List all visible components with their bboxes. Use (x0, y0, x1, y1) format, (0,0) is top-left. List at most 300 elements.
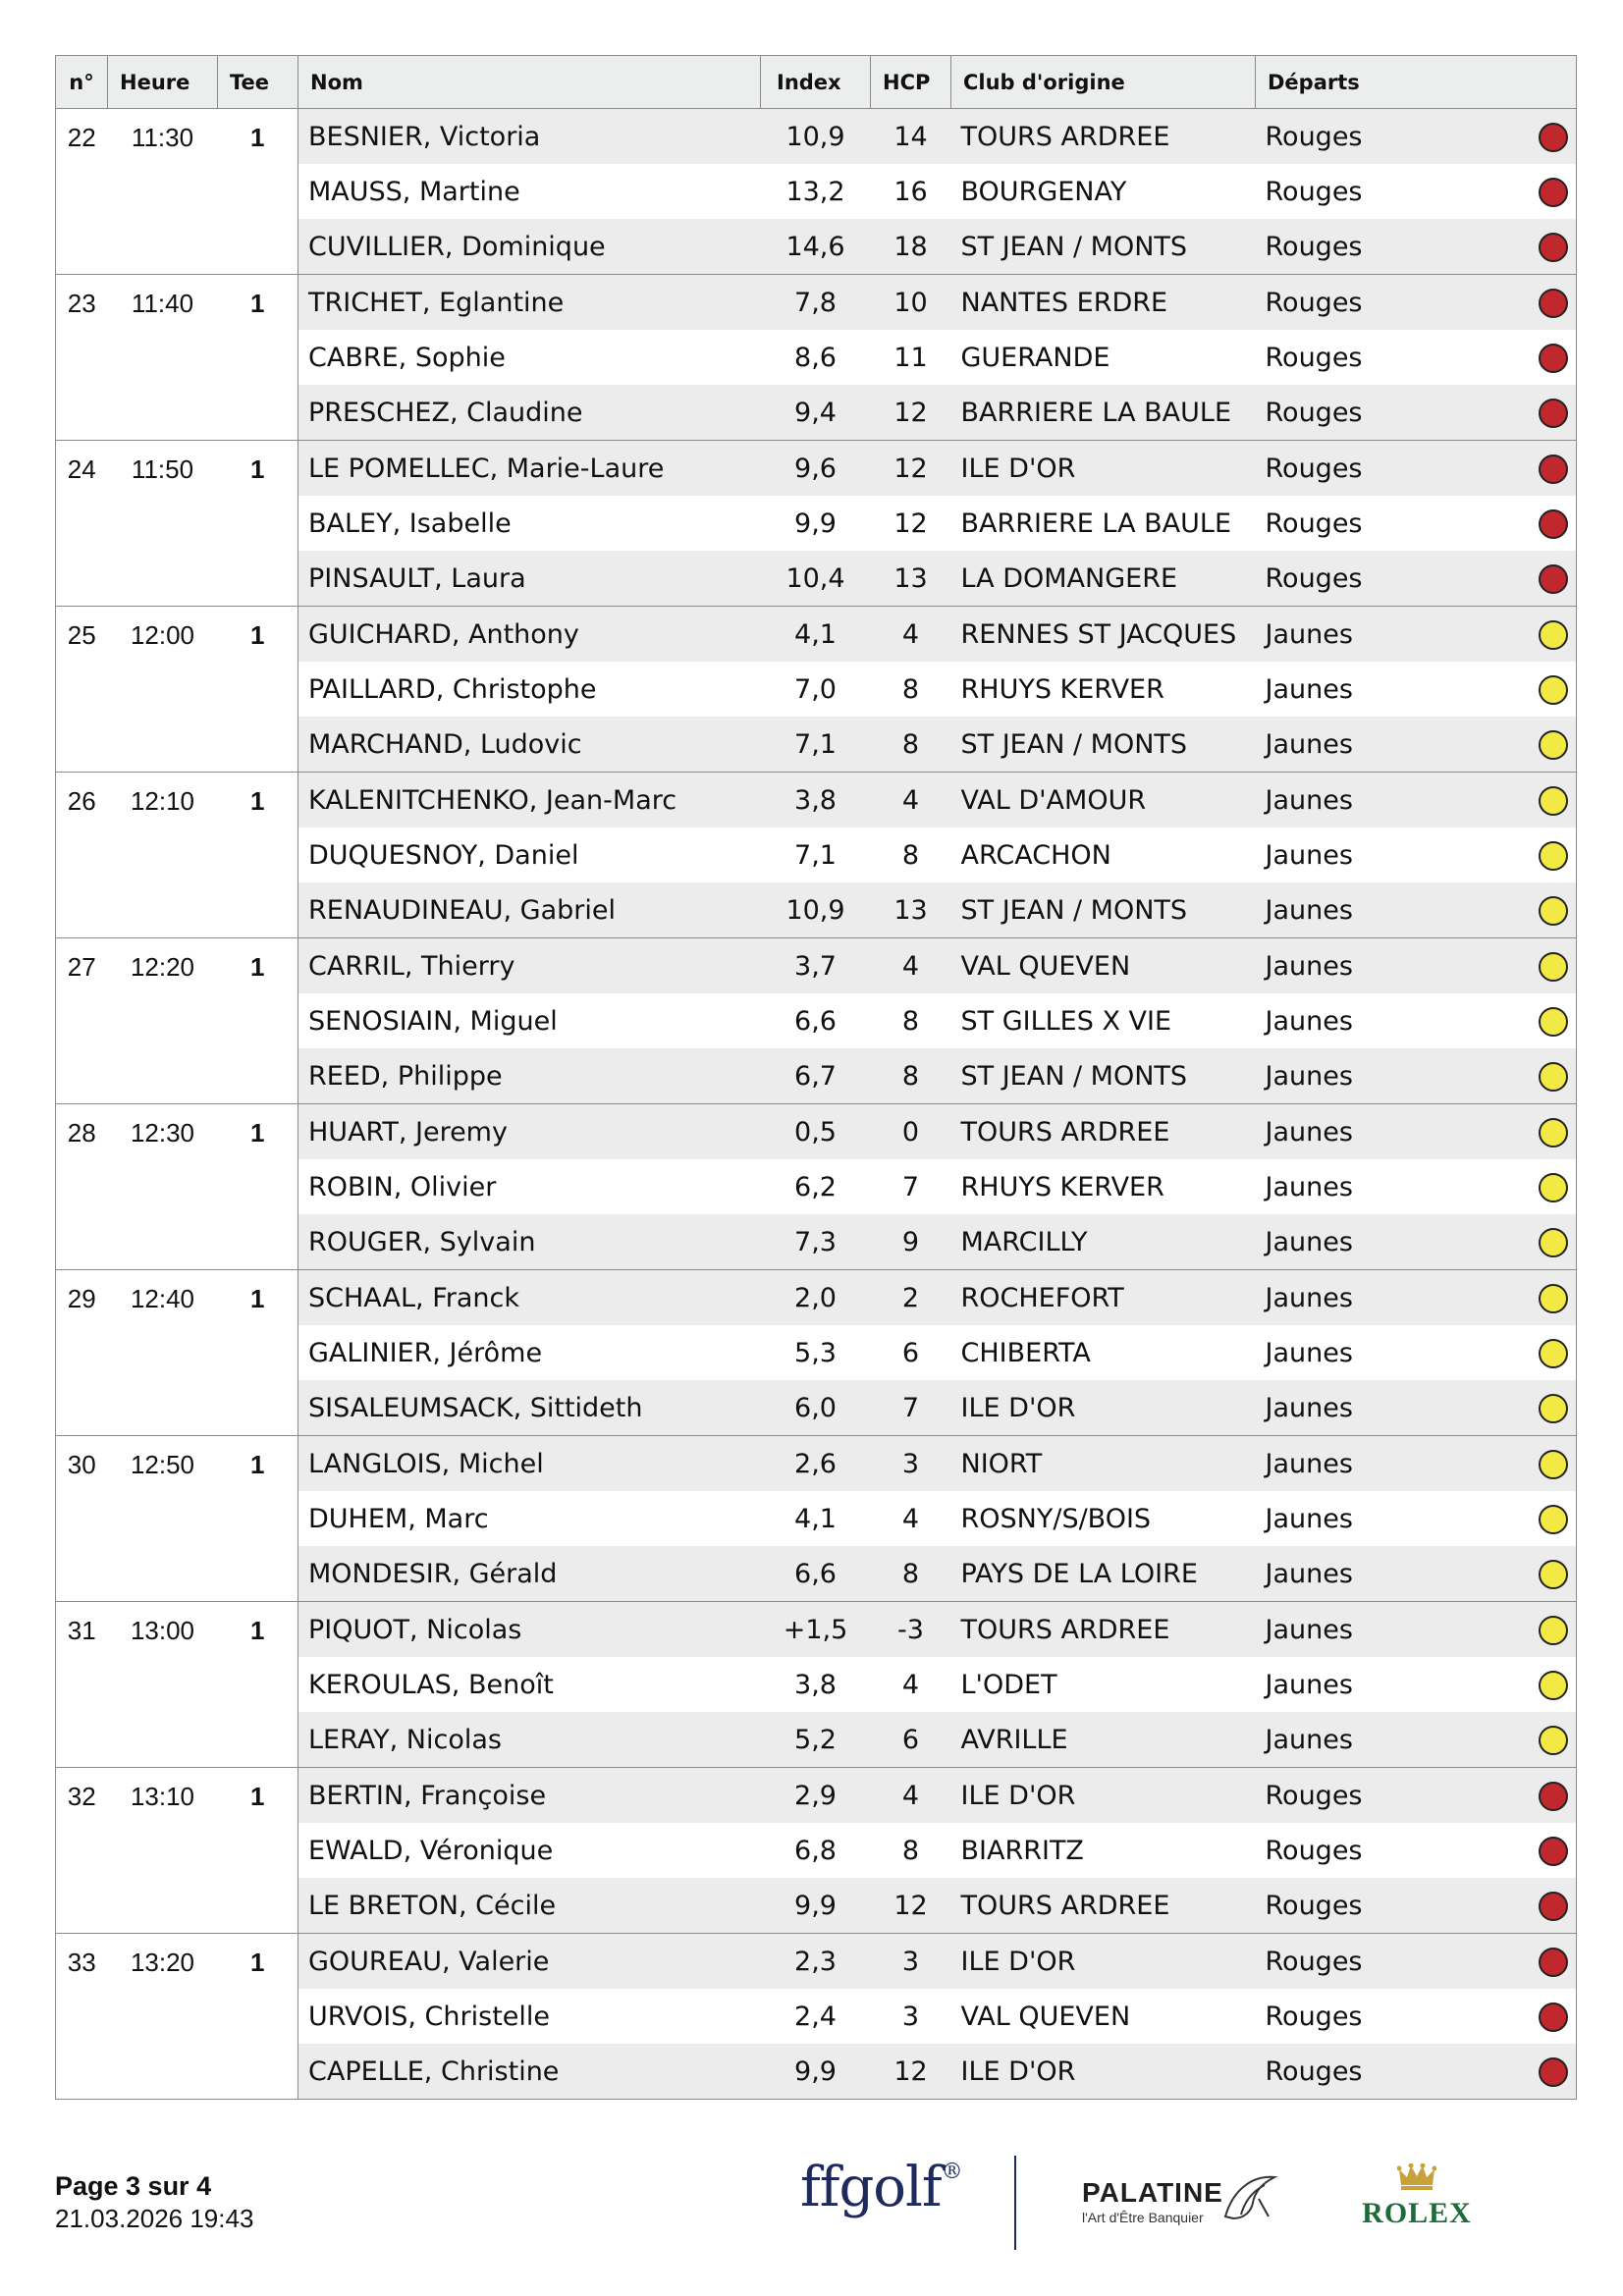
player-index: 7,0 (794, 673, 837, 705)
player-row (56, 1104, 1577, 1160)
tee-number: 1 (218, 607, 298, 773)
depart-marker-cell (1506, 1546, 1577, 1602)
group-number: 33 (56, 1934, 108, 2100)
player-club: TOURS ARDREE (951, 1104, 1256, 1160)
palatine-wordmark: PALATINE (1082, 2177, 1223, 2208)
player-index: 4,1 (761, 607, 871, 663)
player-row (56, 773, 1577, 828)
tee-marker-icon (1539, 1837, 1568, 1866)
player-row (56, 109, 1577, 165)
start-list-table (55, 55, 1577, 2100)
player-index: 9,6 (761, 441, 871, 497)
player-depart: Jaunes (1256, 1712, 1506, 1768)
col-header-index: Index (761, 56, 871, 109)
tee-time: 12:30 (108, 1104, 218, 1270)
tee-marker-icon (1539, 1062, 1568, 1092)
player-hcp: 0 (871, 1104, 951, 1160)
player-row (56, 1270, 1577, 1326)
player-name: ROBIN, Olivier (308, 1171, 497, 1202)
player-hcp: 10 (871, 275, 951, 331)
player-row (56, 1934, 1577, 1990)
tee-time: 12:00 (108, 607, 218, 773)
depart-marker-cell (1506, 938, 1577, 994)
depart-marker-cell (1506, 330, 1577, 385)
player-hcp: 3 (871, 1934, 951, 1990)
player-depart: Jaunes (1256, 1214, 1506, 1270)
player-hcp: 7 (901, 1171, 920, 1202)
player-index: 6,2 (794, 1171, 837, 1202)
depart-marker-cell (1506, 1325, 1577, 1380)
player-name: EWALD, Véronique (308, 1835, 554, 1866)
tee-number: 1 (218, 109, 298, 275)
player-hcp: 4 (871, 773, 951, 828)
page-footer (55, 2171, 253, 2234)
player-depart: Rouges (1265, 507, 1363, 539)
tee-time: 11:50 (108, 441, 218, 607)
player-name: GUICHARD, Anthony (298, 607, 761, 663)
player-club: BIARRITZ (960, 1835, 1084, 1866)
tee-marker-icon (1539, 344, 1568, 373)
depart-marker-cell (1506, 993, 1577, 1048)
player-depart: Rouges (1265, 1835, 1363, 1866)
player-hcp: 16 (893, 176, 928, 207)
tee-time: 13:00 (108, 1602, 218, 1768)
player-index: 2,6 (761, 1436, 871, 1492)
player-depart: Jaunes (1256, 1602, 1506, 1658)
col-header-nom: Nom (298, 56, 761, 109)
tee-number: 1 (218, 1270, 298, 1436)
player-index: 6,6 (794, 1005, 837, 1037)
player-club: LA DOMANGERE (951, 551, 1256, 607)
depart-marker-cell (1506, 1214, 1577, 1270)
player-depart: Jaunes (1265, 1005, 1353, 1037)
player-name: MAUSS, Martine (308, 176, 520, 207)
player-hcp: 8 (901, 839, 920, 871)
depart-marker-cell (1506, 1270, 1577, 1326)
player-depart: Jaunes (1256, 717, 1506, 773)
player-hcp: 4 (871, 938, 951, 994)
player-index: 2,3 (761, 1934, 871, 1990)
depart-marker-cell (1506, 1436, 1577, 1492)
player-index: 5,3 (794, 1337, 837, 1368)
tee-marker-icon (1539, 1948, 1568, 1977)
player-index: 2,4 (794, 2001, 837, 2032)
player-depart: Jaunes (1265, 1337, 1353, 1368)
player-row (56, 1436, 1577, 1492)
player-name: DUQUESNOY, Daniel (308, 839, 579, 871)
player-name: REED, Philippe (298, 1048, 761, 1104)
player-club: ROSNY/S/BOIS (960, 1503, 1152, 1534)
tee-marker-icon (1539, 841, 1568, 871)
player-index: 3,8 (761, 773, 871, 828)
tee-marker-icon (1539, 1173, 1568, 1202)
tee-time: 13:20 (108, 1934, 218, 2100)
player-index: 6,7 (761, 1048, 871, 1104)
player-index: 9,9 (794, 507, 837, 539)
player-hcp: 13 (871, 551, 951, 607)
player-depart: Jaunes (1256, 1270, 1506, 1326)
player-name: BALEY, Isabelle (308, 507, 512, 539)
player-index: 9,9 (761, 1878, 871, 1934)
player-name: HUART, Jeremy (298, 1104, 761, 1160)
player-depart: Jaunes (1265, 673, 1353, 705)
player-row (56, 441, 1577, 497)
palatine-logo (1082, 2177, 1223, 2225)
player-index: 7,3 (761, 1214, 871, 1270)
depart-marker-cell (1506, 1104, 1577, 1160)
player-hcp: 8 (901, 1005, 920, 1037)
depart-marker-cell (1506, 496, 1577, 551)
player-name: PINSAULT, Laura (298, 551, 761, 607)
player-depart: Rouges (1256, 1934, 1506, 1990)
player-hcp: 8 (901, 673, 920, 705)
player-club: TOURS ARDREE (951, 1878, 1256, 1934)
tee-number: 1 (218, 441, 298, 607)
start-list-body (56, 109, 1577, 2100)
depart-marker-cell (1506, 1934, 1577, 1990)
player-hcp: 6 (871, 1712, 951, 1768)
tee-number: 1 (218, 1768, 298, 1934)
player-depart: Rouges (1256, 275, 1506, 331)
player-name: BESNIER, Victoria (298, 109, 761, 165)
print-timestamp: 21.03.2026 19:43 (55, 2204, 254, 2233)
group-number: 24 (56, 441, 108, 607)
tee-marker-icon (1539, 289, 1568, 318)
tee-marker-icon (1539, 1505, 1568, 1534)
player-index: 7,8 (761, 275, 871, 331)
group-number: 25 (56, 607, 108, 773)
player-hcp: 12 (871, 1878, 951, 1934)
player-name: PAILLARD, Christophe (308, 673, 597, 705)
depart-marker-cell (1506, 1712, 1577, 1768)
tee-number: 1 (218, 773, 298, 938)
tee-marker-icon (1539, 1616, 1568, 1645)
player-name: CUVILLIER, Dominique (298, 219, 761, 275)
player-club: BARRIERE LA BAULE (960, 507, 1232, 539)
player-name: KEROULAS, Benoît (308, 1669, 554, 1700)
player-name: RENAUDINEAU, Gabriel (298, 882, 761, 938)
palatine-tagline: l'Art d'Être Banquier (1082, 2210, 1204, 2225)
depart-marker-cell (1506, 1602, 1577, 1658)
player-club: GUERANDE (960, 342, 1110, 373)
tee-marker-icon (1539, 564, 1568, 594)
tee-marker-icon (1539, 1394, 1568, 1423)
depart-marker-cell (1506, 1159, 1577, 1214)
tee-marker-icon (1539, 1726, 1568, 1755)
tee-number: 1 (218, 275, 298, 441)
page-number: Page 3 sur 4 (55, 2171, 212, 2201)
tee-marker-icon (1539, 730, 1568, 760)
player-index: 9,4 (761, 385, 871, 441)
player-name: SISALEUMSACK, Sittideth (298, 1380, 761, 1436)
tee-marker-icon (1539, 675, 1568, 705)
player-club: TOURS ARDREE (951, 1602, 1256, 1658)
player-name: PRESCHEZ, Claudine (298, 385, 761, 441)
player-club: ILE D'OR (951, 441, 1256, 497)
depart-marker-cell (1506, 275, 1577, 331)
tee-time: 11:30 (108, 109, 218, 275)
depart-marker-cell (1506, 828, 1577, 882)
player-depart: Jaunes (1256, 938, 1506, 994)
crown-icon (1397, 2163, 1436, 2191)
player-club: ST JEAN / MONTS (951, 219, 1256, 275)
player-club: ST JEAN / MONTS (951, 1048, 1256, 1104)
player-name: SENOSIAIN, Miguel (308, 1005, 558, 1037)
player-depart: Rouges (1256, 551, 1506, 607)
col-header-departs: Départs (1256, 56, 1577, 109)
tee-number: 1 (218, 938, 298, 1104)
player-name: BERTIN, Françoise (298, 1768, 761, 1824)
tee-marker-icon (1539, 123, 1568, 152)
player-hcp: 8 (871, 1546, 951, 1602)
player-name: CABRE, Sophie (308, 342, 506, 373)
player-hcp: 11 (893, 342, 928, 373)
group-number: 22 (56, 109, 108, 275)
player-depart: Jaunes (1256, 1048, 1506, 1104)
player-club: CHIBERTA (960, 1337, 1091, 1368)
player-depart: Rouges (1256, 109, 1506, 165)
player-club: ILE D'OR (951, 1380, 1256, 1436)
tee-marker-icon (1539, 1339, 1568, 1368)
tee-time: 12:10 (108, 773, 218, 938)
player-row (56, 1768, 1577, 1824)
group-number: 31 (56, 1602, 108, 1768)
player-depart: Rouges (1256, 2044, 1506, 2100)
tee-number: 1 (218, 1104, 298, 1270)
depart-marker-cell (1506, 662, 1577, 717)
tee-marker-icon (1539, 2057, 1568, 2087)
player-index: 5,2 (761, 1712, 871, 1768)
tee-marker-icon (1539, 1671, 1568, 1700)
player-hcp: 3 (871, 1436, 951, 1492)
player-index: 0,5 (761, 1104, 871, 1160)
player-name: SCHAAL, Franck (298, 1270, 761, 1326)
depart-marker-cell (1506, 219, 1577, 275)
player-club: PAYS DE LA LOIRE (951, 1546, 1256, 1602)
tee-marker-icon (1539, 1228, 1568, 1257)
col-header-heure: Heure (108, 56, 218, 109)
player-row (56, 1602, 1577, 1658)
player-hcp: 4 (871, 607, 951, 663)
rolex-wordmark: ROLEX (1362, 2197, 1472, 2229)
tee-marker-icon (1539, 786, 1568, 816)
depart-marker-cell (1506, 2044, 1577, 2100)
player-club: VAL QUEVEN (960, 2001, 1131, 2032)
player-name: PIQUOT, Nicolas (298, 1602, 761, 1658)
player-club: VAL D'AMOUR (951, 773, 1256, 828)
player-index: 8,6 (794, 342, 837, 373)
player-depart: Jaunes (1256, 882, 1506, 938)
depart-marker-cell (1506, 441, 1577, 497)
player-depart: Jaunes (1265, 1171, 1353, 1202)
player-row (56, 607, 1577, 663)
player-club: NIORT (951, 1436, 1256, 1492)
player-club: ST GILLES X VIE (960, 1005, 1172, 1037)
player-row (56, 938, 1577, 994)
col-header-num: n° (56, 56, 108, 109)
depart-marker-cell (1506, 109, 1577, 165)
player-index: 6,8 (794, 1835, 837, 1866)
tee-number: 1 (218, 1934, 298, 2100)
player-row (56, 275, 1577, 331)
group-number: 32 (56, 1768, 108, 1934)
player-hcp: 2 (871, 1270, 951, 1326)
player-name: GALINIER, Jérôme (308, 1337, 543, 1368)
depart-marker-cell (1506, 882, 1577, 938)
player-club: ARCACHON (960, 839, 1111, 871)
tee-time: 11:40 (108, 275, 218, 441)
player-hcp: 13 (871, 882, 951, 938)
player-club: VAL QUEVEN (951, 938, 1256, 994)
depart-marker-cell (1506, 1878, 1577, 1934)
player-index: 10,4 (761, 551, 871, 607)
player-club: ILE D'OR (951, 1768, 1256, 1824)
player-hcp: 4 (871, 1768, 951, 1824)
player-name: LE POMELLEC, Marie-Laure (298, 441, 761, 497)
player-club: AVRILLE (951, 1712, 1256, 1768)
player-hcp: 12 (871, 2044, 951, 2100)
player-hcp: 12 (871, 441, 951, 497)
depart-marker-cell (1506, 1380, 1577, 1436)
player-hcp: 9 (871, 1214, 951, 1270)
player-hcp: 14 (871, 109, 951, 165)
tee-time: 12:20 (108, 938, 218, 1104)
table-header-row (56, 56, 1577, 109)
depart-marker-cell (1506, 1657, 1577, 1712)
tee-marker-icon (1539, 2002, 1568, 2032)
player-hcp: 8 (871, 1048, 951, 1104)
group-number: 23 (56, 275, 108, 441)
tee-marker-icon (1539, 1118, 1568, 1148)
tee-marker-icon (1539, 178, 1568, 207)
player-name: KALENITCHENKO, Jean-Marc (298, 773, 761, 828)
player-name: URVOIS, Christelle (308, 2001, 551, 2032)
tee-marker-icon (1539, 1560, 1568, 1589)
group-number: 29 (56, 1270, 108, 1436)
player-index: 10,9 (761, 882, 871, 938)
depart-marker-cell (1506, 607, 1577, 663)
player-depart: Jaunes (1256, 607, 1506, 663)
group-number: 26 (56, 773, 108, 938)
player-club: RHUYS KERVER (960, 673, 1164, 705)
player-index: 6,0 (761, 1380, 871, 1436)
depart-marker-cell (1506, 1768, 1577, 1824)
player-hcp: 7 (871, 1380, 951, 1436)
player-depart: Jaunes (1256, 1436, 1506, 1492)
player-depart: Rouges (1256, 219, 1506, 275)
tee-marker-icon (1539, 454, 1568, 484)
player-hcp: 4 (901, 1669, 920, 1700)
player-depart: Jaunes (1265, 839, 1353, 871)
player-hcp: 6 (901, 1337, 920, 1368)
player-name: MONDESIR, Gérald (298, 1546, 761, 1602)
player-index: 2,0 (761, 1270, 871, 1326)
player-name: GOUREAU, Valerie (298, 1934, 761, 1990)
player-name: TRICHET, Eglantine (298, 275, 761, 331)
group-number: 28 (56, 1104, 108, 1270)
player-name: LANGLOIS, Michel (298, 1436, 761, 1492)
player-depart: Rouges (1256, 1878, 1506, 1934)
player-index: 14,6 (761, 219, 871, 275)
player-depart: Rouges (1265, 342, 1363, 373)
player-depart: Jaunes (1265, 1503, 1353, 1534)
tee-marker-icon (1539, 1782, 1568, 1811)
start-list-sheet (55, 55, 1576, 2100)
player-index: 10,9 (761, 109, 871, 165)
tee-marker-icon (1539, 952, 1568, 982)
player-depart: Jaunes (1256, 1380, 1506, 1436)
player-club: RHUYS KERVER (960, 1171, 1164, 1202)
player-depart: Rouges (1265, 176, 1363, 207)
tee-marker-icon (1539, 1284, 1568, 1313)
tee-marker-icon (1539, 1007, 1568, 1037)
player-name: DUHEM, Marc (308, 1503, 489, 1534)
depart-marker-cell (1506, 773, 1577, 828)
player-club: MARCILLY (951, 1214, 1256, 1270)
player-depart: Rouges (1265, 2001, 1363, 2032)
group-number: 30 (56, 1436, 108, 1602)
player-depart: Rouges (1256, 441, 1506, 497)
player-club: ST JEAN / MONTS (951, 882, 1256, 938)
ffgolf-wordmark: ffgolf (800, 2156, 942, 2219)
player-name: LE BRETON, Cécile (298, 1878, 761, 1934)
depart-marker-cell (1506, 385, 1577, 441)
tee-time: 13:10 (108, 1768, 218, 1934)
player-depart: Rouges (1256, 1768, 1506, 1824)
tee-time: 12:40 (108, 1270, 218, 1436)
player-club: BARRIERE LA BAULE (951, 385, 1256, 441)
player-club: RENNES ST JACQUES (951, 607, 1256, 663)
logo-divider (1014, 2156, 1016, 2250)
player-name: CAPELLE, Christine (298, 2044, 761, 2100)
group-number: 27 (56, 938, 108, 1104)
player-club: ST JEAN / MONTS (951, 717, 1256, 773)
tee-marker-icon (1539, 233, 1568, 262)
player-name: LERAY, Nicolas (298, 1712, 761, 1768)
player-index: +1,5 (761, 1602, 871, 1658)
player-depart: Rouges (1256, 385, 1506, 441)
player-club: ROCHEFORT (951, 1270, 1256, 1326)
depart-marker-cell (1506, 1048, 1577, 1104)
registered-mark-icon: ® (941, 2160, 962, 2185)
player-hcp: 3 (901, 2001, 920, 2032)
player-hcp: 8 (871, 717, 951, 773)
col-header-tee: Tee (218, 56, 298, 109)
player-depart: Jaunes (1256, 773, 1506, 828)
depart-marker-cell (1506, 1491, 1577, 1546)
player-club: ILE D'OR (951, 1934, 1256, 1990)
tee-marker-icon (1539, 620, 1568, 650)
depart-marker-cell (1506, 551, 1577, 607)
player-name: CARRIL, Thierry (298, 938, 761, 994)
player-club: BOURGENAY (960, 176, 1127, 207)
palatine-horse-icon (1219, 2169, 1280, 2224)
col-header-club: Club d'origine (951, 56, 1256, 109)
player-index: 2,9 (761, 1768, 871, 1824)
depart-marker-cell (1506, 1823, 1577, 1878)
player-index: 7,1 (794, 839, 837, 871)
player-index: 3,7 (761, 938, 871, 994)
player-index: 7,1 (761, 717, 871, 773)
ffgolf-logo (800, 2156, 962, 2219)
col-header-hcp: HCP (871, 56, 951, 109)
player-hcp: 12 (871, 385, 951, 441)
player-hcp: 8 (901, 1835, 920, 1866)
player-depart: Jaunes (1256, 1546, 1506, 1602)
player-index: 4,1 (794, 1503, 837, 1534)
depart-marker-cell (1506, 164, 1577, 219)
player-club: NANTES ERDRE (951, 275, 1256, 331)
